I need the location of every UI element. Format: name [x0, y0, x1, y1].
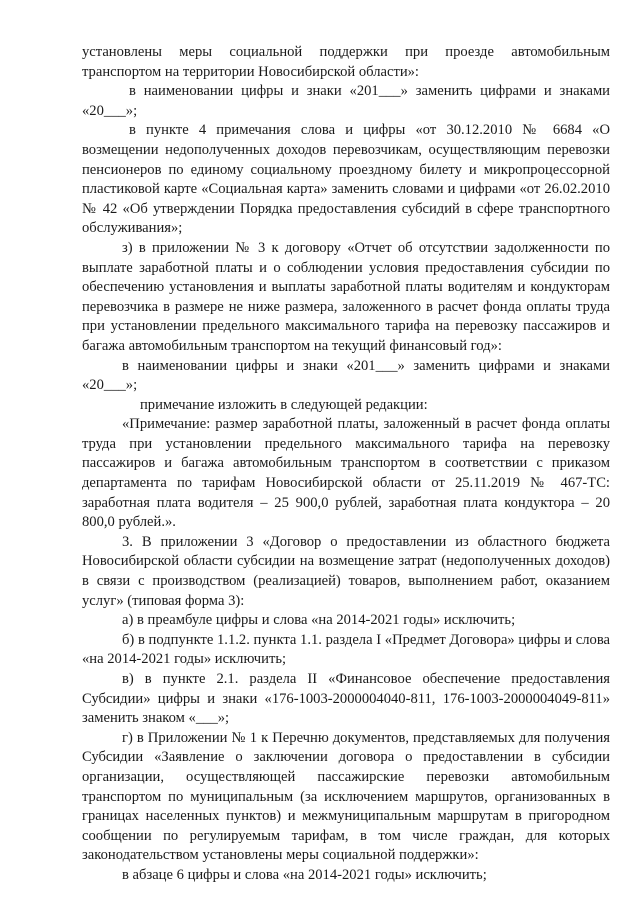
paragraph-item-z: з) в приложении № 3 к договору «Отчет об отсутствии задолженности по выплате заработной платы и о соблюдении условия предоставления субсидии по обеспечению установления и выплаты заработной платы водителям и кондукторам перевозчика в размере не ниже размера, заложенного в расчет фонда оплаты труда при установлении предельного максимального тарифа на перевозку пассажиров и багажа автомобильным транспортом на текущий финансовый год»: [82, 239, 610, 354]
paragraph-item-a: а) в преамбуле цифры и слова «на 2014-2021 годы» исключить; [122, 612, 516, 629]
paragraph-continuation: установлены меры социальной поддержки при проезде автомобильным транспортом на территории Новосибирской области»: [82, 44, 610, 80]
paragraph-note-text: «Примечание: размер заработной платы, заложенный в расчет фонда оплаты труда при установлении предельного максимального тарифа на перевозку пассажиров и багажа автомобильным транспортом в соответствии с приказом департамента по тарифам Новосибирской области от 25.11.2019 № 467-ТС: заработная плата водителя – 25 900,0 рублей, заработная плата кондуктора – 20 800,0 рублей.». [82, 416, 610, 531]
paragraph-abzac-6: в абзаце 6 цифры и слова «на 2014-2021 годы» исключить; [122, 866, 487, 883]
paragraph-section-3: 3. В приложении 3 «Договор о предоставлении из областного бюджета Новосибирской области субсидии на возмещение затрат (недополученных доходов) в связи с производством (реализацией) товаров, выполнением работ, оказанием услуг» (типовая форма 3): [82, 533, 610, 609]
paragraph-item-g: г) в Приложении № 1 к Перечню документов, представляемых для получения Субсидии «Заявление о заключении договора о предоставлении в субсидии организации, осуществляющей пассажирские перевозки автомобильным транспортом по муниципальным (за исключением маршрутов, организованных в границах населенных пунктов) и межмуниципальным маршрутам в пригородном сообщении по регулируемым тарифам, в том числе граждан, для которых законодательством установлены меры социальной поддержки»: [82, 729, 610, 864]
paragraph-item-v: в) в пункте 2.1. раздела II «Финансовое обеспечение предоставления Субсидии» цифры и знаки «176-1003-2000004040-811, 176-1003-2000004049-811» заменить знаком «___»; [82, 671, 610, 727]
paragraph-title-change-1: в наименовании цифры и знаки «201___» заменить цифрами и знаками «20___»; [82, 83, 610, 119]
paragraph-note-point-4: в пункте 4 примечания слова и цифры «от 30.12.2010 № 6684 «О возмещении недополученных доходов перевозчикам, осуществляющим перевозки пенсионеров по единому социальному проездному билету и микропроцессорной пластиковой карте «Социальная карта» заменить словами и цифрами «от 26.02.2010 № 42 «Об утверждении Порядка предоставления субсидий в сфере транспортного обслуживания»; [82, 122, 610, 237]
paragraph-title-change-2: в наименовании цифры и знаки «201___» заменить цифрами и знаками «20___»; [82, 357, 610, 394]
paragraph-note-new-edition: примечание изложить в следующей редакции: [140, 396, 428, 413]
paragraph-item-b: б) в подпункте 1.1.2. пункта 1.1. раздела I «Предмет Договора» цифры и слова «на 2014-2021 годы» исключить; [82, 631, 610, 668]
